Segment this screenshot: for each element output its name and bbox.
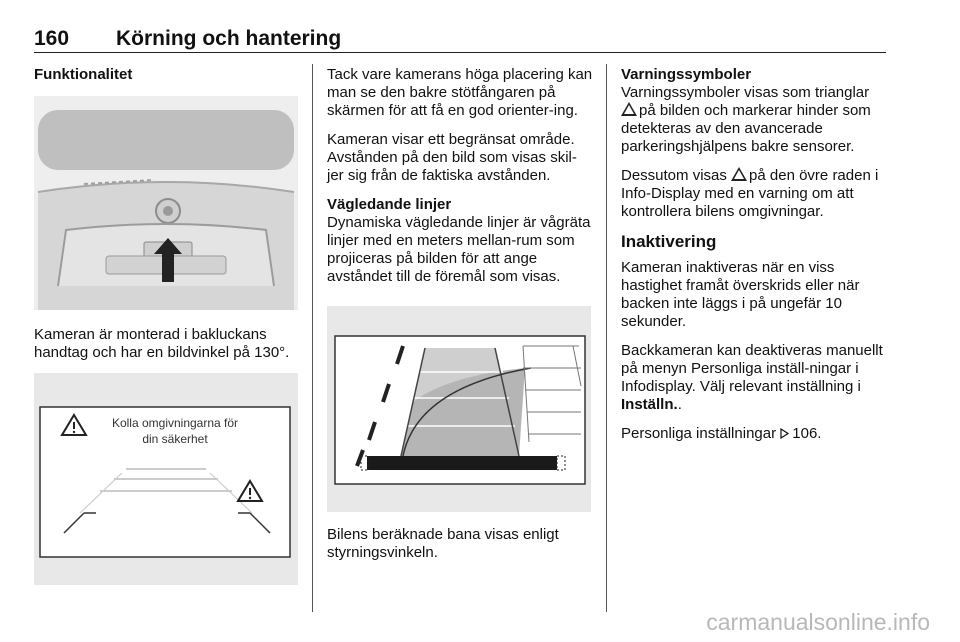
paragraph-warning-symbols (621, 84, 889, 156)
section-heading-functionality: Funktionalitet (34, 66, 133, 83)
column-1 (34, 66, 298, 585)
screen-message-line1: Kolla omgivningarna för (111, 416, 239, 430)
page-reference-link[interactable]: 106. (792, 425, 822, 442)
manual-deactivation-text: Backkameran kan deaktiveras manuellt på menyn Personliga inställ-ningar i Infodisplay. Välj relevant inställning i (621, 342, 883, 395)
info-display-text-start: Dessutom visas (621, 167, 727, 184)
paragraph-camera-mount: Kameran är monterad i bakluckans handtag och har en bildvinkel på 130°. (34, 326, 290, 361)
chapter-title: Körning och hantering (116, 27, 342, 50)
paragraph-personal-settings-ref (621, 425, 889, 443)
column-3 (621, 66, 889, 454)
personal-settings-text: Personliga inställningar (621, 425, 777, 442)
screen-message-line2: din säkerhet (142, 432, 208, 446)
column-divider (312, 64, 313, 612)
warning-triangle-icon (731, 167, 747, 181)
warning-symbols-text-end: på bilden och markerar hinder som detekteras av den avancerade parkeringshjälpens bakre sensorer. (621, 102, 871, 155)
section-heading-guidelines: Vägledande linjer (327, 196, 452, 213)
page-number: 160 (34, 27, 70, 50)
camera-screen-warning-illustration (34, 373, 298, 585)
page-header (34, 22, 886, 53)
watermark: carmanualsonline.info (706, 609, 930, 635)
tailgate-camera-illustration (34, 96, 298, 310)
paragraph-limited-area: Kameran visar ett begränsat område. Avstånden på den bild som visas skil-jer sig från de faktiska avstånden. (327, 131, 577, 184)
paragraph-manual-deactivation (621, 342, 889, 414)
column-divider (606, 64, 607, 612)
page-reference-arrow-icon (780, 428, 789, 439)
section-heading-deactivation: Inaktivering (621, 232, 717, 251)
paragraph-deactivation-speed: Kameran inaktiveras när en viss hastighet framåt överskrids eller när backen inte läggs i på ungefär 10 sekunder. (621, 259, 860, 330)
info-display-text-end: på den övre raden i Info-Display med en varning om att kontrollera bilens omgivningar. (621, 167, 879, 220)
paragraph-guidelines: Dynamiska vägledande linjer är vågräta linjer med en meters mellan-rum som projiceras på bilden för att ange avståndet till de föremål som visas. (327, 214, 591, 285)
warning-triangle-icon (621, 102, 637, 116)
sentence-end: . (677, 396, 682, 413)
column-2 (327, 66, 593, 573)
paragraph-camera-placement: Tack vare kamerans höga placering kan man se den bakre stötfångaren på skärmen för att få en god orienter-ing. (327, 66, 593, 119)
paragraph-trajectory: Bilens beräknade bana visas enligt styrningsvinkeln. (327, 526, 559, 561)
warning-symbols-text-start: Varningssymboler visas som trianglar (621, 84, 870, 101)
paragraph-info-display-warning (621, 167, 889, 221)
guideline-screen-illustration (327, 306, 591, 512)
settings-menu-term: Inställn. (621, 396, 678, 413)
section-heading-warning-symbols: Varningssymboler (621, 66, 752, 83)
